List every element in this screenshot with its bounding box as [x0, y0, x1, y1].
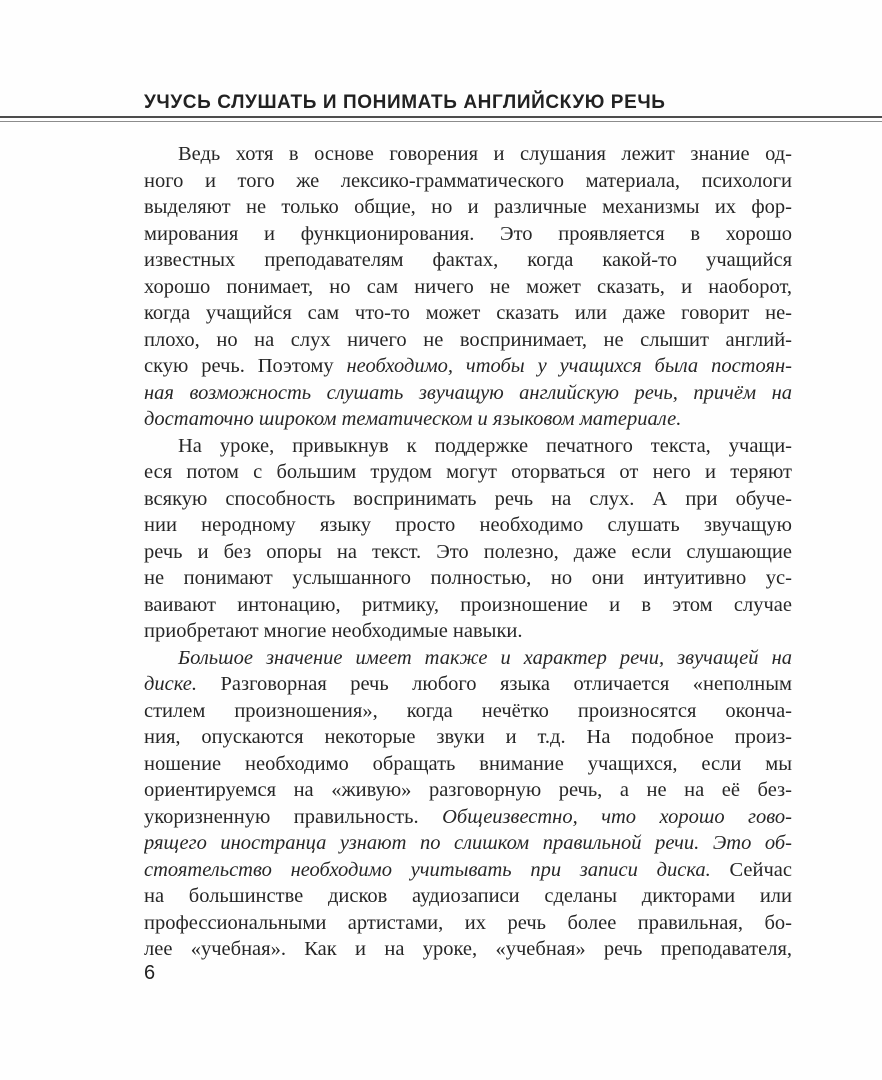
text-line — [144, 221, 792, 248]
text-line — [144, 618, 792, 645]
text-line — [144, 857, 792, 884]
text-run: ния, опускаются некоторые звуки и т.д. На подобное произ- — [144, 726, 792, 748]
text-line — [144, 380, 792, 407]
text-run: еся потом с большим трудом могут оторваться от него и теряют — [144, 461, 792, 483]
text-run: На уроке, привыкнув к поддержке печатного текста, учащи- — [178, 434, 792, 457]
text-run: хорошо понимает, но сам ничего не может сказать, и наоборот, — [144, 275, 792, 298]
text-run: ношение необходимо обращать внимание учащихся, если мы — [144, 752, 792, 775]
text-line — [144, 512, 792, 539]
text-line — [144, 883, 792, 910]
text-run: Разговорная речь любого языка отличается «неполным — [197, 673, 792, 695]
text-run: когда учащийся сам что-то может сказать или даже говорит не- — [144, 302, 792, 324]
text-line — [144, 698, 792, 725]
text-run: выделяют не только общие, но и различные механизмы их фор- — [144, 196, 792, 218]
text-run: скую речь. Поэтому — [144, 355, 347, 377]
text-run: всякую способность воспринимать речь на слух. А при обуче- — [144, 487, 792, 510]
italic-text-run: ная возможность слушать звучащую английскую речь, причём на — [144, 381, 792, 404]
paragraph — [144, 141, 792, 433]
text-run: Ведь хотя в основе говорения и слушания лежит знание од- — [178, 143, 792, 165]
text-run: приобретают многие необходимые навыки. — [144, 620, 523, 642]
text-line — [144, 777, 792, 804]
text-line — [144, 724, 792, 751]
rule-line-bottom — [0, 121, 882, 122]
text-line — [144, 936, 792, 963]
italic-text-run: достаточно широком тематическом и языковом материале. — [144, 408, 682, 430]
text-run: ного и того же лексико-грамматического материала, психологи — [144, 169, 792, 192]
text-line — [144, 592, 792, 619]
text-line — [144, 194, 792, 221]
text-run: укоризненную правильность. — [144, 805, 443, 828]
text-run: ориентируемся на «живую» разговорную речь, а не на её без- — [144, 779, 792, 801]
text-run: речь и без опоры на текст. Это полезно, даже если слушающие — [144, 540, 792, 563]
italic-text-run: необходимо, чтобы у учащихся была постоян- — [346, 355, 792, 377]
body-text — [144, 141, 792, 963]
italic-text-run: стоятельство необходимо учитывать при записи диска. — [144, 858, 711, 881]
text-line — [144, 565, 792, 592]
text-run: ваивают интонацию, ритмику, произношение и в этом случае — [144, 593, 792, 616]
text-line — [144, 353, 792, 380]
text-line — [144, 274, 792, 301]
running-header: УЧУСЬ СЛУШАТЬ И ПОНИМАТЬ АНГЛИЙСКУЮ РЕЧЬ — [144, 92, 666, 113]
text-run: мирования и функционирования. Это проявляется в хорошо — [144, 222, 792, 245]
text-line — [144, 300, 792, 327]
text-line — [144, 406, 792, 433]
text-run: не понимают услышанного полностью, но они интуитивно ус- — [144, 567, 792, 589]
text-line — [144, 645, 792, 672]
text-run: профессиональными артистами, их речь более правильная, бо- — [144, 911, 792, 934]
rule-line-top — [0, 116, 882, 118]
text-line — [144, 671, 792, 698]
text-line — [144, 459, 792, 486]
text-run: нии неродному языку просто необходимо слушать звучащую — [144, 514, 792, 536]
paragraph — [144, 645, 792, 963]
text-run: известных преподавателям фактах, когда какой-то учащийся — [144, 249, 792, 271]
text-line — [144, 168, 792, 195]
text-run: стилем произношения», когда нечётко произносятся оконча- — [144, 699, 792, 722]
text-line — [144, 486, 792, 513]
text-line — [144, 433, 792, 460]
text-line — [144, 751, 792, 778]
page-number: 6 — [144, 962, 156, 984]
text-line — [144, 830, 792, 857]
header-double-rule — [0, 116, 882, 122]
text-run: лее «учебная». Как и на уроке, «учебная» речь преподавателя, — [144, 938, 792, 960]
text-run: Сейчас — [710, 858, 792, 881]
text-line — [144, 141, 792, 168]
italic-text-run: диске. — [144, 673, 198, 695]
text-line — [144, 910, 792, 937]
italic-text-run: рящего иностранца узнают по слишком правильной речи. Это об- — [144, 832, 792, 854]
italic-text-run: Общеизвестно, что хорошо гово- — [442, 805, 792, 828]
text-line — [144, 327, 792, 354]
text-line — [144, 539, 792, 566]
paragraph — [144, 433, 792, 645]
text-line — [144, 247, 792, 274]
text-run: плохо, но на слух ничего не воспринимает, не слышит англий- — [144, 328, 792, 351]
italic-text-run: Большое значение имеет также и характер речи, звучащей на — [178, 646, 792, 669]
text-run: на большинстве дисков аудиозаписи сделаны дикторами или — [144, 885, 792, 907]
text-line — [144, 804, 792, 831]
